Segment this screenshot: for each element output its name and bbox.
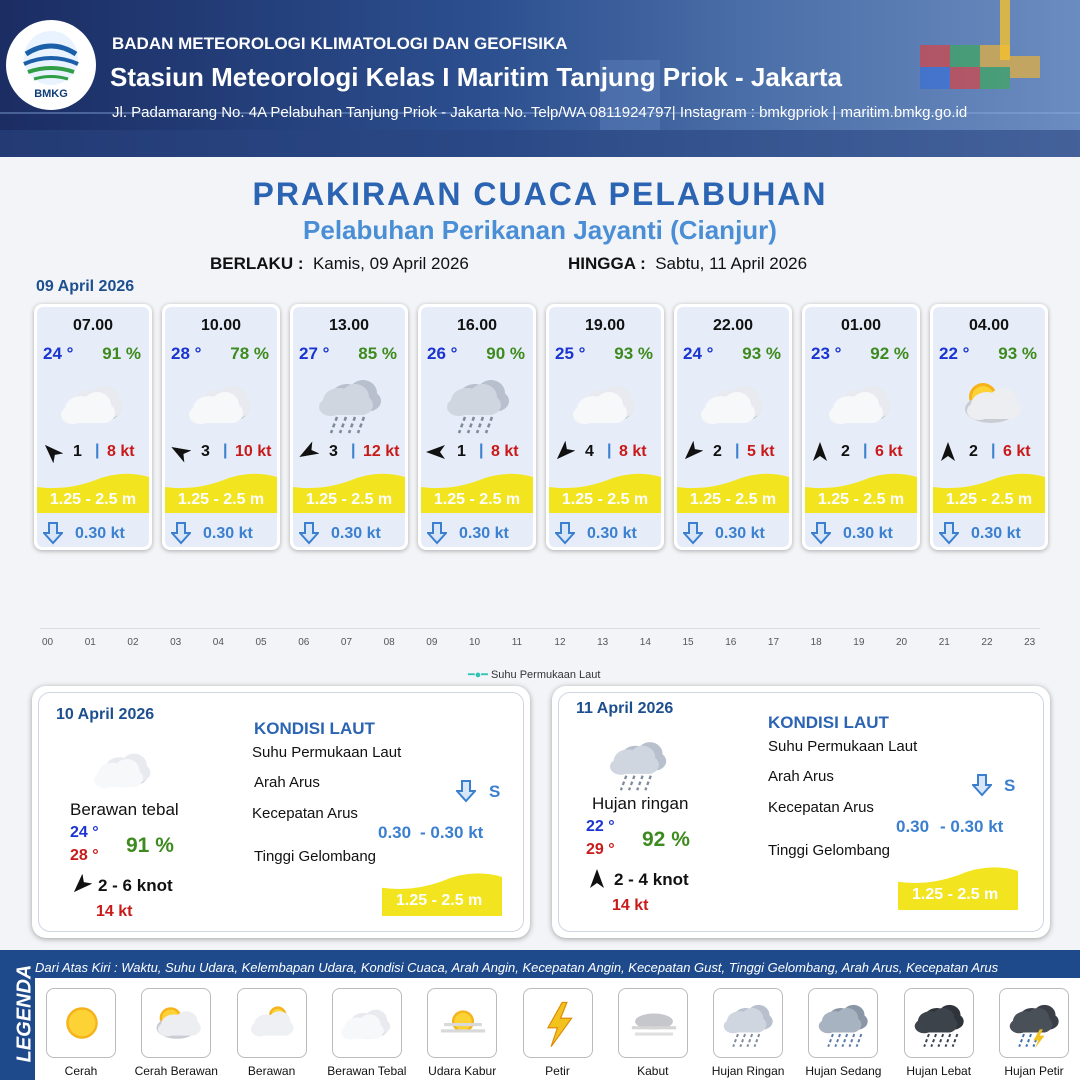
wind-direction-icon	[70, 874, 92, 901]
axis-tick-label: 05	[255, 637, 267, 648]
card-current-speed: 0.30 kt	[331, 525, 381, 542]
axis-tick-label: 13	[597, 637, 609, 648]
daily-panel	[552, 686, 1050, 938]
card-wave-height: 1.25 - 2.5 m	[689, 491, 777, 508]
valid-from-value: Kamis, 09 April 2026	[312, 254, 469, 273]
card-temperature: 25 °	[555, 344, 586, 363]
axis-tick-label: 10	[469, 637, 481, 648]
card-gust: 6 kt	[1003, 443, 1031, 460]
card-gust: 5 kt	[747, 443, 775, 460]
panel-wave-height: 1.25 - 2.5 m	[912, 886, 999, 903]
legend-title: LEGENDA	[13, 964, 36, 1063]
card-time: 13.00	[328, 317, 370, 334]
legend-label: Hujan Petir	[1004, 1064, 1064, 1078]
axis-tick-label: 11	[511, 637, 523, 648]
wind-direction-icon	[681, 441, 703, 463]
panel-wind: 2 - 4 knot	[614, 870, 689, 889]
page-title: PRAKIRAAN CUACA PELABUHAN	[252, 176, 828, 212]
current-speed-min: 0.30	[896, 817, 930, 836]
current-direction-icon	[171, 521, 191, 545]
valid-to-label: HINGGA :	[568, 254, 646, 273]
valid-to	[568, 254, 807, 274]
axis-tick-label: 15	[682, 637, 694, 648]
panel-wind: 2 - 6 knot	[98, 876, 173, 895]
card-current-speed: 0.30 kt	[203, 525, 253, 542]
hujan-sedang-icon	[808, 988, 878, 1058]
card-wave-height: 1.25 - 2.5 m	[433, 491, 521, 508]
legend-label: Berawan Tebal	[327, 1064, 407, 1078]
forecast-card	[418, 304, 536, 550]
card-humidity: 93 %	[614, 344, 653, 363]
card-separator: |	[223, 442, 228, 459]
card-time: 16.00	[456, 317, 498, 334]
legend-label: Cerah Berawan	[134, 1064, 218, 1078]
current-direction: S	[1004, 776, 1016, 795]
sst-legend	[468, 668, 600, 681]
card-wind-speed: 4	[585, 443, 594, 460]
card-temperature: 22 °	[939, 344, 970, 363]
card-wind-speed: 2	[713, 443, 722, 460]
forecast-card	[162, 304, 280, 550]
card-current-speed: 0.30 kt	[843, 525, 893, 542]
header-banner	[0, 0, 1080, 157]
current-arrow-icon	[456, 778, 476, 809]
current-direction-icon	[427, 521, 447, 545]
panel-temp-max: 29 °	[586, 841, 615, 858]
card-body	[677, 307, 789, 547]
card-wave-height: 1.25 - 2.5 m	[817, 491, 905, 508]
card-gust: 12 kt	[363, 443, 400, 460]
card-body	[933, 307, 1045, 547]
card-wind-speed: 3	[329, 443, 338, 460]
sst-legend-label: Suhu Permukaan Laut	[490, 669, 601, 681]
axis-tick-label: 16	[725, 637, 737, 648]
panel-humidity: 91 %	[126, 834, 174, 857]
forecast-card	[546, 304, 664, 550]
sst-axis-line	[40, 628, 1040, 629]
card-wave-height: 1.25 - 2.5 m	[177, 491, 265, 508]
legend-label: Cerah	[64, 1064, 98, 1078]
card-wind-speed: 3	[201, 443, 210, 460]
cerah-berawan-icon	[141, 988, 211, 1058]
legend-label: Petir	[545, 1064, 570, 1078]
card-temperature: 24 °	[43, 344, 74, 363]
axis-tick-label: 22	[981, 637, 993, 648]
card-humidity: 92 %	[870, 344, 909, 363]
card-gust: 8 kt	[107, 443, 135, 460]
legend-label: Hujan Sedang	[805, 1064, 882, 1078]
current-speed-range: - 0.30 kt	[420, 823, 484, 842]
axis-tick-label: 18	[810, 637, 822, 648]
berawan-tebal-icon	[825, 371, 901, 435]
card-temperature: 27 °	[299, 344, 330, 363]
current-speed-label: Kecepatan Arus	[768, 799, 874, 816]
card-temperature: 23 °	[811, 344, 842, 363]
card-humidity: 93 %	[742, 344, 781, 363]
current-direction-label: Arah Arus	[254, 774, 320, 791]
wind-direction-icon	[297, 441, 319, 463]
card-time: 10.00	[200, 317, 242, 334]
logo-text: BMKG	[34, 88, 68, 100]
axis-tick-label: 17	[767, 637, 780, 648]
panel-date: 11 April 2026	[576, 700, 674, 717]
berawan-tebal-icon	[185, 371, 261, 435]
axis-tick-label: 09	[426, 637, 438, 648]
card-wave-height: 1.25 - 2.5 m	[305, 491, 393, 508]
petir-icon	[523, 988, 593, 1058]
axis-tick-label: 12	[554, 637, 566, 648]
card-humidity: 91 %	[102, 344, 141, 363]
legend-label: Berawan	[247, 1064, 296, 1078]
card-current-speed: 0.30 kt	[715, 525, 765, 542]
page-subtitle: Pelabuhan Perikanan Jayanti (Cianjur)	[303, 215, 777, 245]
axis-tick-label: 02	[127, 637, 139, 648]
current-speed-min: 0.30	[378, 823, 412, 842]
axis-tick-label: 06	[298, 637, 310, 648]
legend-label: Hujan Ringan	[711, 1064, 785, 1078]
card-humidity: 90 %	[486, 344, 525, 363]
card-wind-speed: 1	[457, 443, 466, 460]
sst-label: Suhu Permukaan Laut	[252, 744, 402, 761]
panel-gust: 14 kt	[612, 897, 649, 914]
current-direction-icon	[555, 521, 575, 545]
legend-description: Dari Atas Kiri : Waktu, Suhu Udara, Kelembapan Udara, Kondisi Cuaca, Arah Angin, Kecepatan Angin, Kecepatan Gust, Tinggi Gelombang, Arah Arus, Kecepatan Arus	[35, 960, 999, 975]
card-gust: 10 kt	[235, 443, 272, 460]
card-body	[805, 307, 917, 547]
valid-from	[210, 254, 469, 274]
card-body	[37, 307, 149, 547]
current-direction-icon	[43, 521, 63, 545]
axis-tick-label: 20	[896, 637, 908, 648]
card-current-speed: 0.30 kt	[75, 525, 125, 542]
day0-date: 09 April 2026	[36, 278, 135, 295]
axis-tick-label: 03	[170, 637, 182, 648]
cerah-icon	[46, 988, 116, 1058]
panel-temp-min: 24 °	[70, 824, 99, 841]
card-temperature: 24 °	[683, 344, 714, 363]
legend-label: Hujan Lebat	[906, 1064, 972, 1078]
card-wind-speed: 1	[73, 443, 82, 460]
current-direction: S	[489, 782, 501, 801]
wave-height-label: Tinggi Gelombang	[254, 848, 377, 865]
station-name: Stasiun Meteorologi Kelas I Maritim Tanjung Priok - Jakarta	[110, 62, 843, 92]
card-separator: |	[95, 442, 100, 459]
card-wind-speed: 2	[841, 443, 850, 460]
card-humidity: 93 %	[998, 344, 1037, 363]
panel-date: 10 April 2026	[56, 706, 155, 723]
card-time: 19.00	[584, 317, 626, 334]
card-time: 22.00	[712, 317, 754, 334]
card-current-speed: 0.30 kt	[459, 525, 509, 542]
card-separator: |	[735, 442, 740, 459]
berawan-tebal-icon	[332, 988, 402, 1058]
card-current-speed: 0.30 kt	[971, 525, 1021, 542]
current-direction-icon	[939, 521, 959, 545]
card-humidity: 78 %	[230, 344, 269, 363]
wind-direction-icon	[586, 868, 608, 895]
sst-label: Suhu Permukaan Laut	[768, 738, 918, 755]
wave-height-label: Tinggi Gelombang	[768, 842, 891, 859]
forecast-card	[290, 304, 408, 550]
card-separator: |	[479, 442, 484, 459]
berawan-tebal-icon	[57, 371, 133, 435]
card-gust: 8 kt	[619, 443, 647, 460]
axis-tick-label: 07	[340, 637, 353, 648]
cerah-berawan-icon	[953, 371, 1029, 435]
hujan-petir-icon	[999, 988, 1069, 1058]
card-current-speed: 0.30 kt	[587, 525, 637, 542]
card-wave-height: 1.25 - 2.5 m	[49, 491, 137, 508]
current-direction-label: Arah Arus	[768, 768, 834, 785]
axis-tick-label: 19	[853, 637, 865, 648]
axis-tick-label: 23	[1024, 637, 1036, 648]
wind-direction-icon	[41, 441, 63, 463]
forecast-card	[34, 304, 152, 550]
wind-direction-icon	[425, 441, 447, 463]
current-direction-icon	[811, 521, 831, 545]
hujan-lebat-icon	[904, 988, 974, 1058]
current-speed-range: - 0.30 kt	[940, 817, 1004, 836]
berawan-tebal-icon	[697, 371, 773, 435]
sea-condition-heading: KONDISI LAUT	[254, 719, 375, 738]
panel-condition: Hujan ringan	[592, 794, 689, 813]
current-direction-icon	[683, 521, 703, 545]
card-wave-height: 1.25 - 2.5 m	[945, 491, 1033, 508]
card-humidity: 85 %	[358, 344, 397, 363]
valid-to-value: Sabtu, 11 April 2026	[655, 254, 808, 273]
berawan-tebal-icon	[90, 740, 160, 803]
card-time: 04.00	[968, 317, 1010, 334]
card-body	[165, 307, 277, 547]
legend-label: Kabut	[637, 1064, 669, 1078]
hujan-ringan-icon	[441, 371, 517, 435]
daily-panel	[32, 686, 530, 938]
forecast-card	[674, 304, 792, 550]
sst-legend-marker: ━●━	[468, 669, 488, 681]
hujan-ringan-icon	[713, 988, 783, 1058]
panel-temp-min: 22 °	[586, 818, 615, 835]
card-body	[421, 307, 533, 547]
organization-name: BADAN METEOROLOGI KLIMATOLOGI DAN GEOFISIKA	[112, 34, 568, 53]
kabut-icon	[618, 988, 688, 1058]
card-time: 01.00	[840, 317, 882, 334]
card-gust: 6 kt	[875, 443, 903, 460]
card-separator: |	[351, 442, 356, 459]
panel-humidity: 92 %	[642, 828, 690, 851]
panel-gust: 14 kt	[96, 903, 133, 920]
axis-tick-label: 01	[84, 637, 96, 648]
panel-temp-max: 28 °	[70, 847, 99, 864]
forecast-card	[802, 304, 920, 550]
card-gust: 8 kt	[491, 443, 519, 460]
current-arrow-icon	[972, 772, 992, 803]
axis-tick-label: 08	[383, 637, 395, 648]
sea-condition-heading: KONDISI LAUT	[768, 713, 889, 732]
berawan-tebal-icon	[569, 371, 645, 435]
card-separator: |	[991, 442, 996, 459]
station-address: Jl. Padamarang No. 4A Pelabuhan Tanjung Priok - Jakarta No. Telp/WA 0811924797| Instagram : bmkgpriok | maritim.bmkg.go.id	[112, 104, 968, 121]
card-time: 07.00	[72, 317, 114, 334]
axis-tick-label: 14	[639, 637, 651, 648]
card-separator: |	[863, 442, 868, 459]
card-temperature: 28 °	[171, 344, 202, 363]
panel-condition: Berawan tebal	[70, 800, 179, 819]
panel-wave-height: 1.25 - 2.5 m	[396, 892, 483, 909]
bmkg-logo	[6, 20, 96, 110]
card-separator: |	[607, 442, 612, 459]
card-wind-speed: 2	[969, 443, 978, 460]
card-temperature: 26 °	[427, 344, 458, 363]
wind-direction-icon	[553, 441, 575, 463]
card-body	[549, 307, 661, 547]
wind-direction-icon	[809, 441, 831, 463]
wind-direction-icon	[169, 441, 191, 463]
legend-label: Udara Kabur	[428, 1064, 497, 1078]
card-wave-height: 1.25 - 2.5 m	[561, 491, 649, 508]
wind-direction-icon	[937, 441, 959, 463]
valid-from-label: BERLAKU :	[210, 254, 304, 273]
berawan-icon	[237, 988, 307, 1058]
hujan-ringan-icon	[604, 734, 674, 797]
current-speed-label: Kecepatan Arus	[252, 805, 358, 822]
axis-tick-label: 21	[938, 637, 950, 648]
udara-kabur-icon	[427, 988, 497, 1058]
axis-tick-label: 04	[212, 637, 224, 648]
forecast-card	[930, 304, 1048, 550]
axis-tick-label: 00	[42, 637, 54, 648]
card-body	[293, 307, 405, 547]
current-direction-icon	[299, 521, 319, 545]
hujan-ringan-icon	[313, 371, 389, 435]
